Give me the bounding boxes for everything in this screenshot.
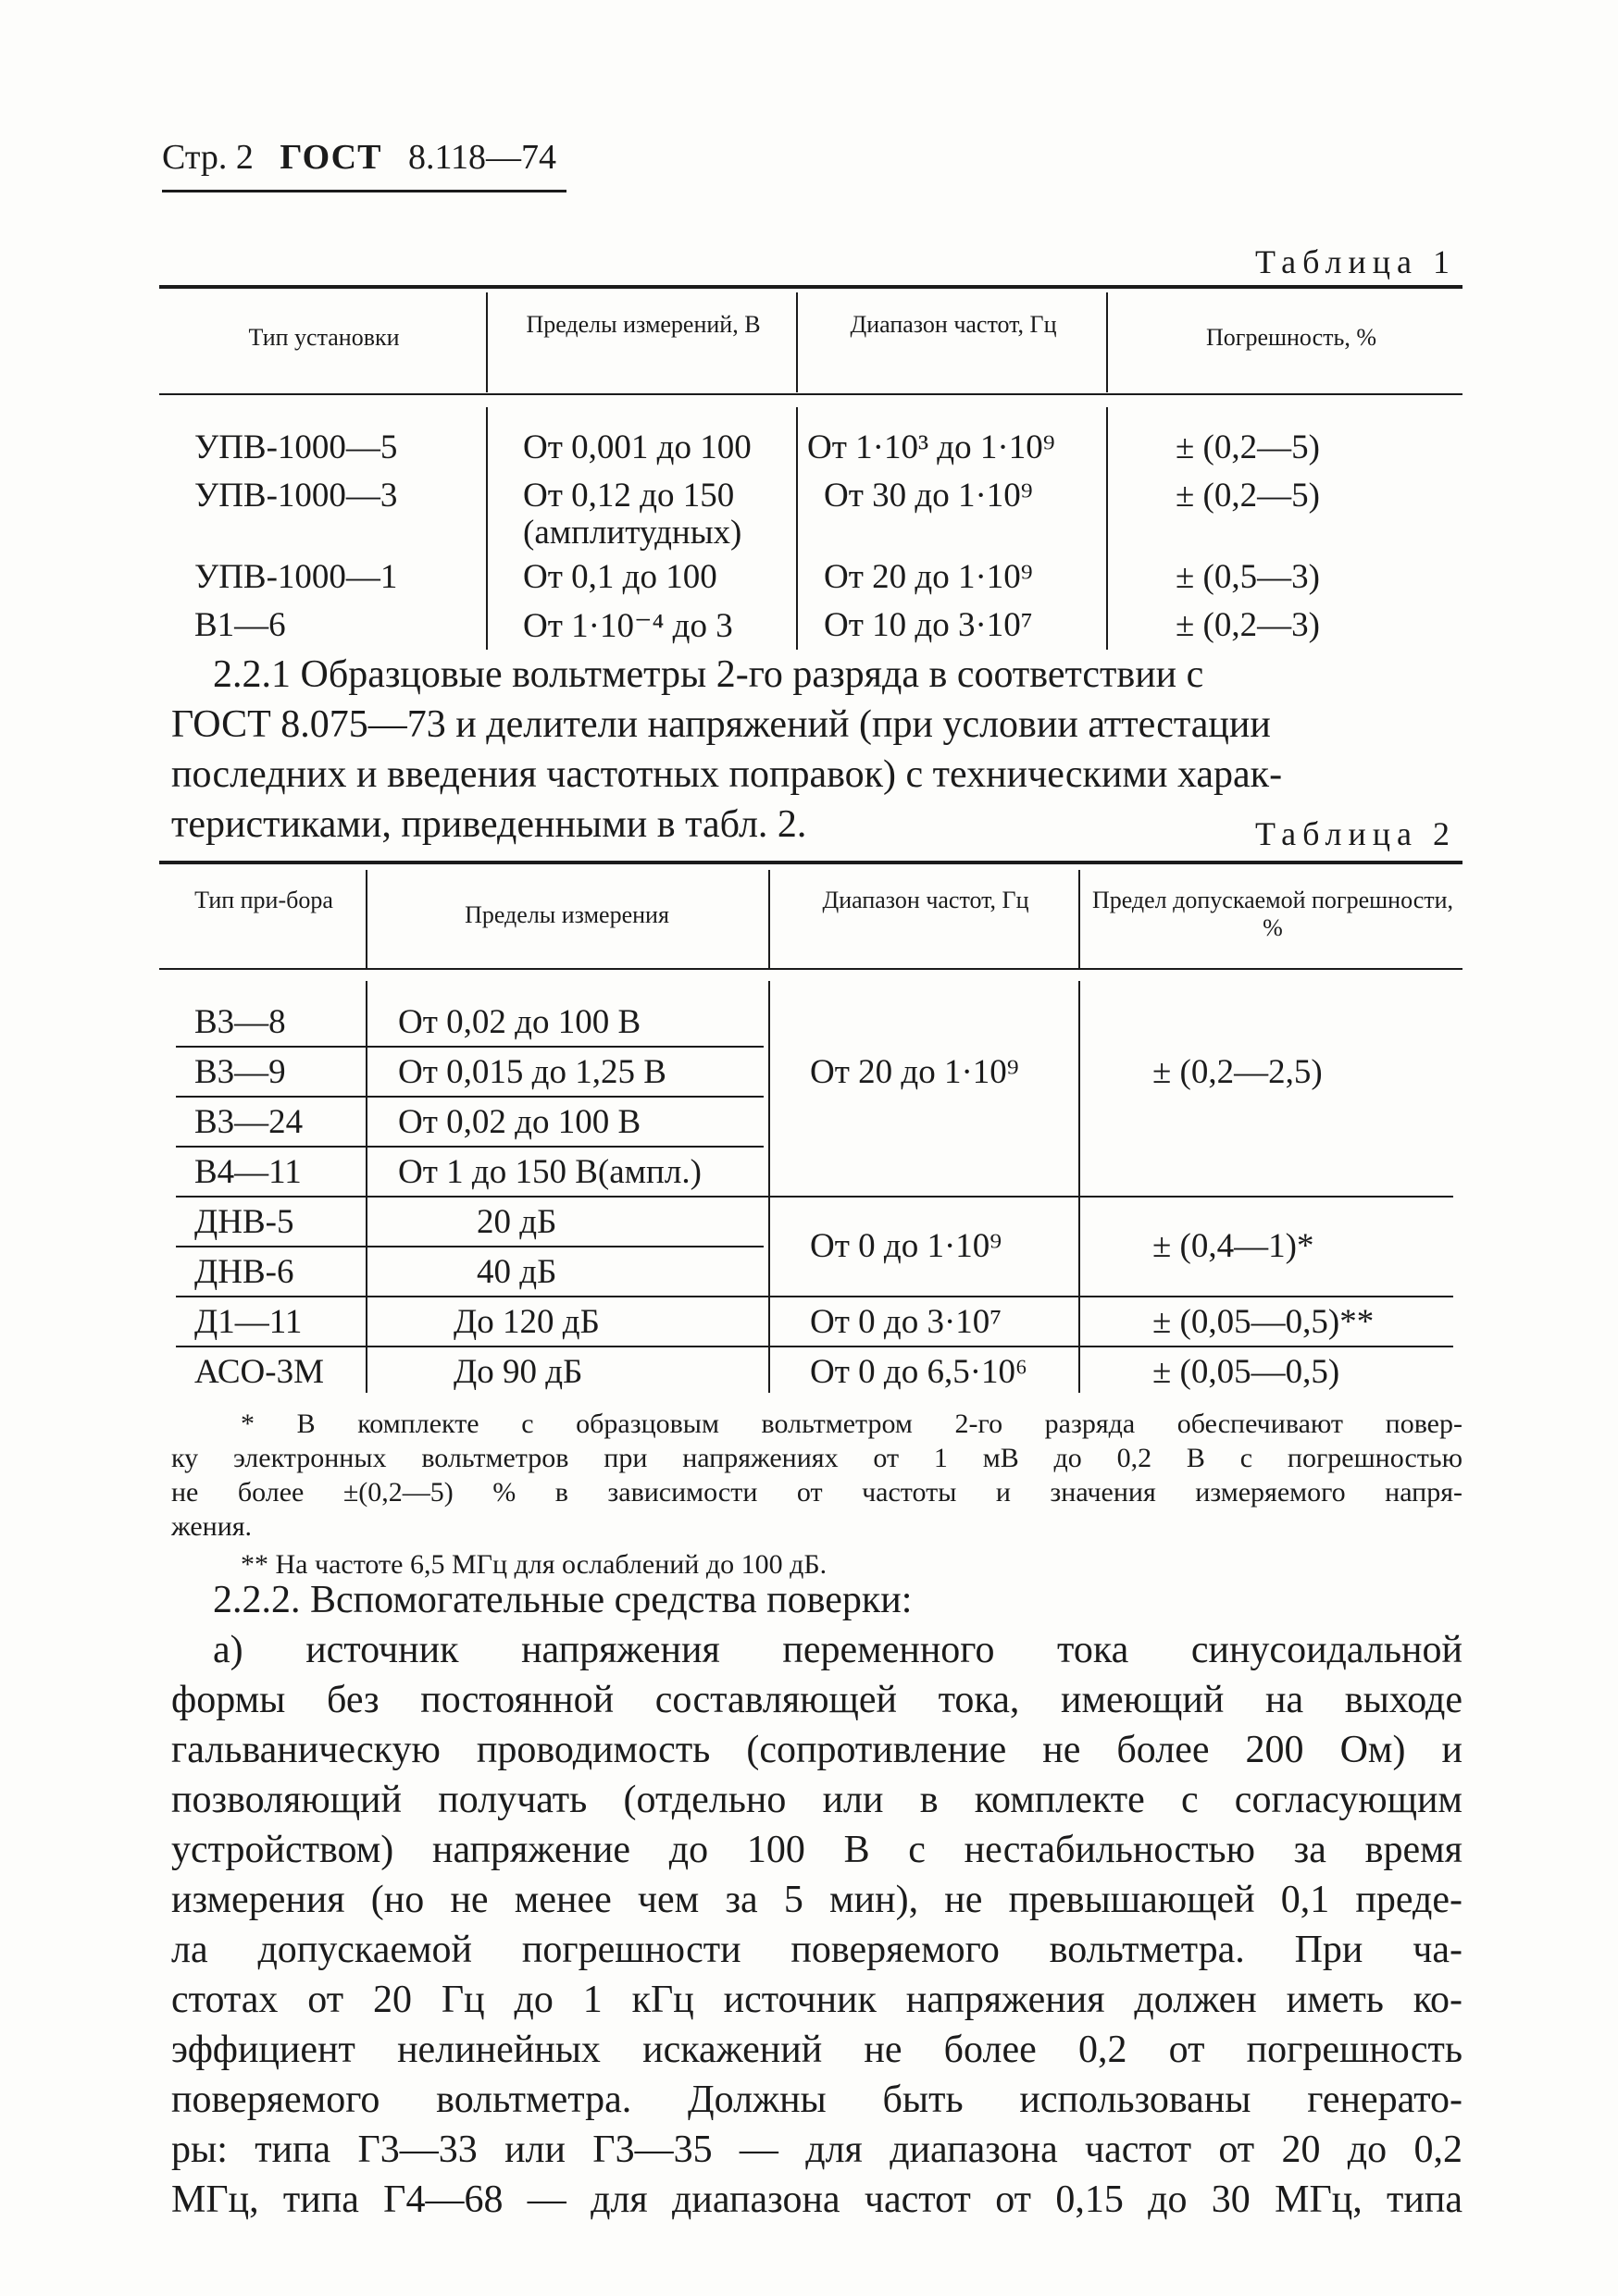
table2-cell-freq: От 0 до 3·10⁷ <box>810 1303 1002 1341</box>
table2-row-rule <box>176 1196 1453 1198</box>
footnote-line: ** На частоте 6,5 МГц для ослаблений до 100 дБ. <box>241 1549 828 1580</box>
footnote-line: ку электронных вольтметров при напряжениях от 1 мВ до 0,2 В с погрешностью <box>171 1443 1462 1473</box>
table2-cell-range: От 0,015 до 1,25 В <box>398 1053 666 1091</box>
table1-top-rule <box>159 285 1462 289</box>
table2-cell-error: ± (0,05—0,5) <box>1152 1353 1340 1391</box>
text-line: формы без постоянной составляющей тока, имеющий на выходе <box>171 1679 1462 1721</box>
table1-header-type: Тип установки <box>248 324 400 351</box>
text-line: МГц, типа Г4—68 — для диапазона частот от 0,15 до 30 МГц, типа <box>171 2178 1462 2221</box>
table1-divider <box>1106 407 1108 650</box>
table1-cell-error: ± (0,5—3) <box>1176 558 1320 596</box>
table2-header-freq: Диапазон частот, Гц <box>822 887 1029 913</box>
paragraph-2-2-2 <box>171 1575 1462 2225</box>
table1-divider <box>486 292 488 392</box>
table1-divider <box>796 292 798 392</box>
table1-cell-freq: От 30 до 1·10⁹ <box>824 477 1033 515</box>
table2-cell-error: ± (0,05—0,5)** <box>1152 1303 1375 1341</box>
table2-row-rule <box>176 1246 764 1247</box>
table1-cell-error: ± (0,2—5) <box>1176 477 1320 515</box>
table2-row-rule <box>176 1096 764 1098</box>
table2-cell-type: В3—8 <box>194 1003 286 1041</box>
text-line: поверяемого вольтметра. Должны быть использованы генерато- <box>171 2079 1462 2121</box>
text-line: а) источник напряжения переменного тока синусоидальной <box>213 1629 1462 1671</box>
table2-cell-type: В3—24 <box>194 1103 304 1141</box>
standard-number: 8.118—74 <box>407 138 557 177</box>
table1-header-rule <box>159 393 1462 395</box>
table2-header-type-text: Тип при-бора <box>194 887 333 913</box>
table1-header-range: Пределы измерений, В <box>526 311 761 338</box>
table1-cell-freq: От 20 до 1·10⁹ <box>824 558 1033 596</box>
table1-cell-type: УПВ-1000—5 <box>194 428 398 466</box>
header-rule <box>162 190 566 192</box>
footnote-line: не более ±(0,2—5) % в зависимости от частоты и значения измеряемого напря- <box>171 1477 1462 1508</box>
table1-cell-type: УПВ-1000—3 <box>194 477 398 515</box>
text-line: ГОСТ 8.075—73 и делители напряжений (при условии аттестации <box>171 703 1271 746</box>
text-line: ры: типа Г3—33 или Г3—35 — для диапазона частот от 20 до 0,2 <box>171 2128 1462 2171</box>
table2-cell-range: 20 дБ <box>477 1203 557 1241</box>
section-title: 2.2.2. Вспомогательные средства поверки: <box>213 1579 913 1621</box>
table1-cell-freq: От 1·10³ до 1·10⁹ <box>807 428 1055 466</box>
table2-cell-type: АСО-3М <box>194 1353 324 1391</box>
footnote-line: * В комплекте с образцовым вольтметром 2-го разряда обеспечивают повер- <box>241 1409 1462 1439</box>
text-line: 2.2.1 Образцовые вольтметры 2-го разряда в соответствии с <box>213 653 1204 696</box>
table2-cell-freq: От 20 до 1·10⁹ <box>810 1053 1019 1091</box>
table1-header-error: Погрешность, % <box>1206 324 1376 351</box>
table1-cell-range: От 1·10⁻⁴ до 3 <box>523 607 733 645</box>
text-line: теристиками, приведенными в табл. 2. <box>171 803 807 846</box>
table2-row-rule <box>176 1346 1453 1347</box>
table2-row-rule <box>176 1046 764 1048</box>
table2-divider <box>1078 870 1080 968</box>
table1-cell-error: ± (0,2—3) <box>1176 606 1320 644</box>
table2-cell-error: ± (0,4—1)* <box>1152 1227 1314 1265</box>
table2-cell-error: ± (0,2—2,5) <box>1152 1053 1323 1091</box>
table2-cell-type: В3—9 <box>194 1053 286 1091</box>
text-line: последних и введения частотных поправок) с техническими харак- <box>171 753 1283 796</box>
table1-divider <box>1106 292 1108 392</box>
table2-row-rule <box>176 1146 764 1148</box>
table2-divider <box>1078 981 1080 1393</box>
standard-label: ГОСТ <box>280 138 382 177</box>
text-line: гальваническую проводимость (сопротивление не более 200 Ом) и <box>171 1729 1462 1771</box>
table2-cell-freq: От 0 до 6,5·10⁶ <box>810 1353 1027 1391</box>
table1-cell-type: В1—6 <box>194 606 286 644</box>
table2-row-rule <box>176 1296 1453 1297</box>
table1-cell-range: От 0,001 до 100 <box>523 428 752 466</box>
table2-cell-range: От 0,02 до 100 В <box>398 1003 641 1041</box>
text-line: ла допускаемой погрешности поверяемого вольтметра. При ча- <box>171 1929 1462 1971</box>
table2-caption: Таблица 2 <box>1255 815 1456 852</box>
table1-cell-range-note: (амплитудных) <box>523 514 742 552</box>
table1-cell-error: ± (0,2—5) <box>1176 428 1320 466</box>
table1-cell-range: От 0,12 до 150 <box>523 477 735 515</box>
table2-cell-freq: От 0 до 1·10⁹ <box>810 1227 1002 1265</box>
table2-cell-type: В4—11 <box>194 1153 302 1191</box>
table2-cell-range: 40 дБ <box>477 1253 557 1291</box>
table1-cell-type: УПВ-1000—1 <box>194 558 398 596</box>
table2-header-type <box>162 887 366 914</box>
table1-header-freq: Диапазон частот, Гц <box>850 311 1057 338</box>
table2-cell-type: ДНВ-6 <box>194 1253 294 1291</box>
table1-divider <box>796 407 798 650</box>
table2-header-range: Пределы измерения <box>465 901 669 928</box>
table1-divider <box>486 407 488 650</box>
page-header <box>162 137 556 178</box>
table2-top-rule <box>159 861 1462 864</box>
table2-cell-type: Д1—11 <box>194 1303 303 1341</box>
table2-cell-range: До 120 дБ <box>454 1303 600 1341</box>
table1-caption: Таблица 1 <box>1255 243 1456 280</box>
text-line: стотах от 20 Гц до 1 кГц источник напряжения должен иметь ко- <box>171 1979 1462 2021</box>
table2-header-error: Предел допускаемой погрешности, % <box>1091 887 1454 941</box>
text-line: измерения (но не менее чем за 5 мин), не превышающей 0,1 преде- <box>171 1879 1462 1921</box>
table2-divider <box>768 870 770 968</box>
table2-header-rule <box>159 968 1462 970</box>
table2-cell-range: От 1 до 150 В(ампл.) <box>398 1153 702 1191</box>
table1-cell-range: От 0,1 до 100 <box>523 558 717 596</box>
table2-divider <box>366 870 367 968</box>
table2-cell-range: До 90 дБ <box>454 1353 583 1391</box>
table2-cell-range: От 0,02 до 100 В <box>398 1103 641 1141</box>
page-label: Стр. 2 <box>162 138 254 177</box>
text-line: позволяющий получать (отдельно или в комплекте с согласующим <box>171 1779 1462 1821</box>
table2-cell-type: ДНВ-5 <box>194 1203 294 1241</box>
footnote-line: жения. <box>171 1511 253 1542</box>
footnotes <box>171 1407 1462 1582</box>
text-line: устройством) напряжение до 100 В с нестабильностью за время <box>171 1829 1462 1871</box>
text-line: эффициент нелинейных искажений не более 0,2 от погрешность <box>171 2029 1462 2071</box>
table2-divider <box>768 981 770 1393</box>
table1-cell-freq: От 10 до 3·10⁷ <box>824 606 1033 644</box>
table2-divider <box>366 981 367 1393</box>
